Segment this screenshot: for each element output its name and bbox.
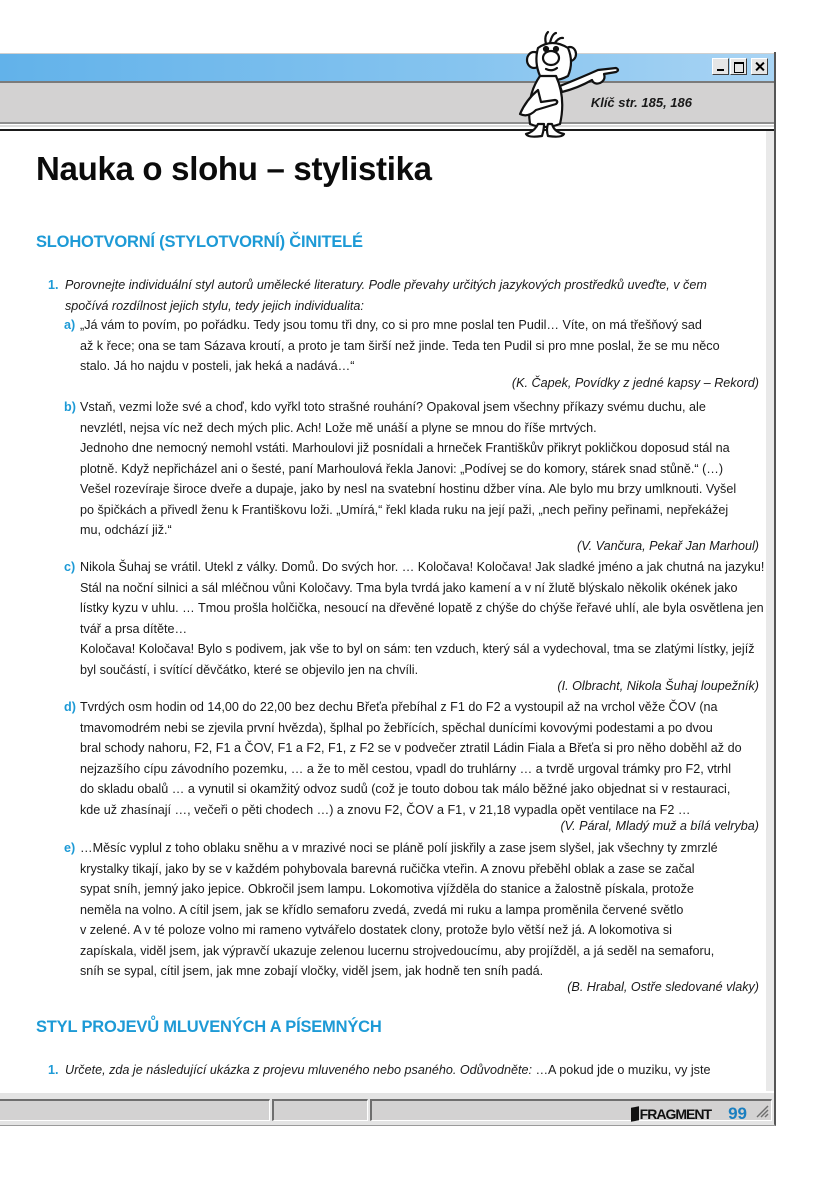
section-heading: STYL PROJEVŮ MLUVENÝCH A PÍSEMNÝCH [36,1018,382,1036]
excerpt-line: v zelené. A v té poloze volno mi rameno vytvářelo dostatek clony, protože bylo větší než já. A lokomotiva si [80,923,672,937]
fragment-logo-icon [631,1106,639,1121]
excerpt-line: tmavomodrém nebi se zjevila první hvězda), šplhal po žebřících, spěchal dunícími kovovými podestami a po dvou [80,720,713,735]
window-right-edge [766,131,774,1091]
excerpt-source: (V. Páral, Mladý muž a bílá velryba) [560,819,759,833]
excerpt-source: (B. Hrabal, Ostře sledované vlaky) [567,980,759,994]
excerpt-b [64,397,758,541]
excerpt-line: sníh se sypal, cítil jsem, jak mne zobají vločky, viděl jsem, jak hodně ten sníh padá. [80,964,544,978]
excerpt-line: kde už zhasínají …, večeři o pěti chodech …) a znovu F2, ČOV a F1, v 21,18 vypadla opět ventilace na F2 … [80,802,691,817]
excerpt-line: Stál na noční silnici a sál mléčnou vůni Koločavy. Tma byla tvrdá jako kamení a v ní žlutě blýskalo několik okének jako [80,580,738,595]
resize-grip-icon[interactable] [755,1104,769,1118]
excerpt-line: …Měsíc vyplul z toho oblaku sněhu a v mrazivé noci se pláně polí jiskřily a zase jsem slyšel, jak všechny ty zmrzlé [80,841,718,855]
excerpt-line: „Já vám to povím, po pořádku. Tedy jsou tomu tři dny, co si pro mne poslal ten Pudil… Víte, on má třešňový sad [80,318,702,332]
excerpt-line: Tvrdých osm hodin od 14,00 do 22,00 bez dechu Břeťa přebíhal z F1 do F2 a vystoupil až na vrchol věže ČOV (na [80,700,718,714]
excerpt-line: plotně. Když nepřicházel ani o šesté, paní Marhoulová řekla Janovi: „Podívej se do komory, stárek snad stůně.“ (…) [80,461,724,476]
excerpt-label: d) [64,700,76,714]
excerpt-line: Jednoho dne nemocný nemohl vstáti. Marhoulovi již posnídali a hrneček Františkův přikryt pokličkou doposud stál na [80,441,730,455]
excerpt-line: nejzazšího cípu závodního pozemku, … a že to měl cestou, vpadl do truhlárny … a tvrdě urgoval trámky pro F2, vtrhl [80,761,731,776]
status-pane [370,1099,772,1121]
answer-key-reference: Klíč str. 185, 186 [590,95,692,110]
excerpt-a [64,315,758,377]
page-title: Nauka o slohu – stylistika [36,150,432,187]
excerpt-line: lístky kyzu v uhlu. … Tmou prošla holčička, nesoucí na dřevěné lopatě z chýše do chýše řeřavé uhlí, ale byla osvětlena jen [80,601,764,615]
close-button[interactable] [751,58,768,75]
excerpt-line: krystalky tikají, jako by se v každém pohybovala barevná ručička vteřin. A znovu přeběhl oblak a zase se začal [80,861,695,876]
task-excerpt-start: …A pokud jde o muziku, vy jste [531,1063,711,1077]
minimize-button[interactable] [712,58,729,75]
excerpt-line: Vstaň, vezmi lože své a choď, kdo vyřkl toto strašné rouhání? Opakoval jsem všechny příkazy svému duchu, ale [80,400,706,414]
task-1 [48,275,760,316]
status-pane [0,1099,270,1121]
task-number: 1. [48,1063,59,1077]
excerpt-label: c) [64,560,76,574]
excerpt-source: (I. Olbracht, Nikola Šuhaj loupežník) [557,679,759,693]
excerpt-line: tvář a prsa dítěte… [80,621,188,636]
task-instruction-line: spočívá rozdílnost jejich stylu, tedy jejich individualita: [65,298,364,313]
excerpt-line: po špičkách a přivedl ženu k Františkovu loži. „Umírá,“ řekl klada ruku na její paži, „nech peřiny peřinami, nepřekážej [80,502,729,517]
excerpt-label: e) [64,841,76,855]
maximize-button[interactable] [730,58,747,75]
excerpt-line: stalo. Já ho najdu v posteli, jak heká a nadává…“ [80,359,355,373]
task-instruction-line: Porovnejte individuální styl autorů umělecké literatury. Podle převahy určitých jazykových prostředků uveďte, v čem [65,278,707,292]
task-instruction: Určete, zda je následující ukázka z projevu mluveného nebo psaného. Odůvodněte: [65,1063,532,1077]
excerpt-line: zapískala, viděl jsem, jak výpravčí ukazuje zelenou lucernu strojvedoucímu, aby projížděl, a já seděl na semaforu, [80,943,715,958]
excerpt-line: nevzlétl, nejsa víc než dech mých plic. Ach! Lože mě unáší a plyne se mnou do říše mrtvých. [80,420,597,435]
page-number: 99 [728,1104,747,1123]
excerpt-line: až k řece; ona se tam Sázava kroutí, a proto je tam širší než jinde. Teda ten Pudil si pro mne poslal, že se mu něco [80,338,720,353]
section-heading: SLOHOTVORNÍ (STYLOTVORNÍ) ČINITELÉ [36,233,363,251]
excerpt-line: neměla na volno. A cítil jsem, jak se křídlo semaforu zvedá, zvedá mi ruku a lampa proměnila červené světlo [80,902,684,917]
status-pane [272,1099,368,1121]
excerpt-line: Koločava! Koločava! Bylo s podivem, jak vše to byl on sám: ten vzduch, který sál a vydechoval, tma se zlatými lístky, jejíž [80,642,755,656]
excerpt-label: b) [64,400,76,414]
excerpt-label: a) [64,318,76,332]
excerpt-line: byl součástí, i svítící děvčátko, které se objevilo jen na chvíli. [80,662,419,677]
excerpt-line: Vešel rozevíraje široce dveře a dupaje, jako by nesl na svatební hostinu džber vína. Ale bylo mu brzy umlknouti. Vyšel [80,482,737,496]
excerpt-c [64,557,765,680]
excerpt-e [64,838,758,982]
task-number: 1. [48,278,59,292]
task-1 [48,1060,760,1081]
publisher-logo [631,1106,711,1122]
excerpt-line: sypat sníh, jemný jako jepice. Obkročil jsem lampu. Lokomotiva vjížděla do stanice a žalostně pískala, protože [80,882,694,896]
task-instruction-line [65,1060,760,1081]
excerpt-line: Nikola Šuhaj se vrátil. Utekl z války. Domů. Do svých hor. … Koločava! Koločava! Jak sladké jméno a jak chutná na jazyku! [80,560,765,574]
excerpt-line: mu, odchází již.“ [80,523,172,537]
toolbar [0,81,774,124]
excerpt-d [64,697,758,820]
title-bar[interactable] [0,53,774,81]
excerpt-line: do skladu obalů … a vynutil si okamžitý odvoz sudů (což je toutо dobou tak málo běžné jako objednat si v restauraci, [80,782,731,796]
excerpt-line: bral schody nahoru, F2, F1 a ČOV, F1 a F2, F1, z F2 se v podvečer ztratil Ládin Fiala a Břeťa si pro něho doběhl až do [80,741,742,755]
toolbar-divider [0,125,774,131]
pointing-mascot-icon [500,30,630,140]
excerpt-source: (K. Čapek, Povídky z jedné kapsy – Rekord) [511,376,759,390]
status-bar [0,1097,774,1125]
window-controls [712,58,768,75]
excerpt-source: (V. Vančura, Pekař Jan Marhoul) [577,539,759,553]
publisher-name: FRAGMENT [639,1106,711,1122]
